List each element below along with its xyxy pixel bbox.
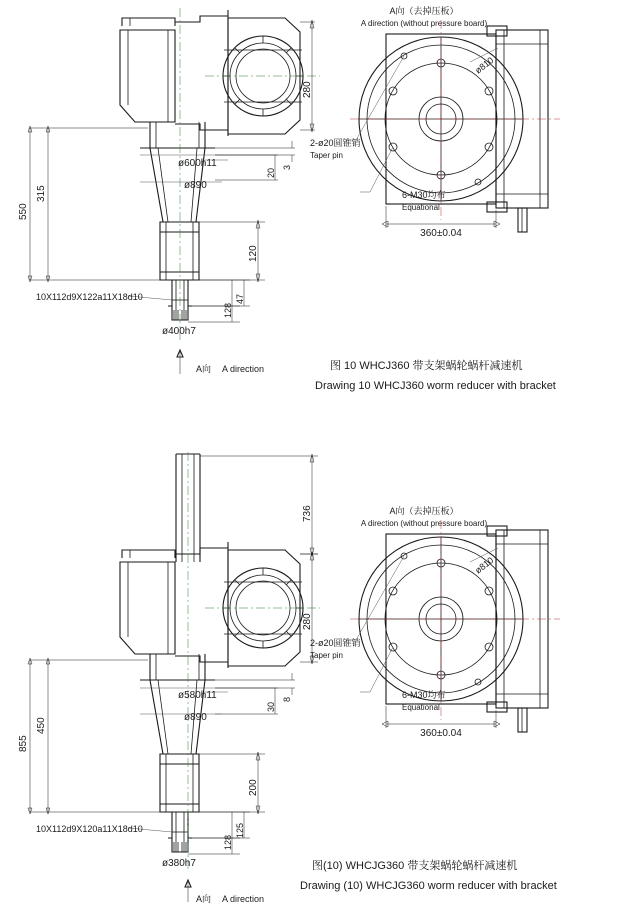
note-pin-cn: 2-ø20圆锥销	[310, 138, 361, 148]
view-label-en: A direction	[222, 364, 265, 374]
dim-left-overall: 550	[18, 203, 29, 220]
dimension-lines-left-2	[18, 658, 170, 814]
label-bore-upper: ø600h11	[178, 158, 217, 169]
note-bolt-cn-2: 6-M30均布	[402, 690, 446, 700]
figure-10b	[0, 452, 629, 904]
label-spline: 10X112d9X122a11X18d10	[36, 292, 143, 302]
dimension-lines-left	[18, 126, 170, 282]
a-view-title-en: A direction (without pressure board)	[360, 19, 488, 28]
front-view-labels-figure-10b	[36, 690, 264, 904]
note-pin-cn-2: 2-ø20圆锥销	[310, 638, 361, 648]
front-view-figure-10	[120, 8, 320, 374]
dim-center-distance: 360±0.04	[420, 228, 462, 239]
dim-top-right: 280	[302, 81, 313, 98]
note-pin-en: Taper pin	[310, 151, 343, 160]
a-direction-view-figure-10b	[310, 505, 560, 739]
a-view-title-cn-2: A向（去掉压板）	[389, 506, 459, 516]
a-view-title-en-2: A direction (without pressure board)	[360, 519, 488, 528]
label-shaft-dia: ø400h7	[162, 326, 196, 337]
label-hub-dia: ø810	[473, 55, 496, 76]
caption-en-figure-10b: Drawing (10) WHCJG360 worm reducer with bracket	[300, 880, 557, 892]
note-pin-en-2: Taper pin	[310, 651, 343, 660]
dim-left-overall-2: 855	[18, 735, 29, 752]
note-bolt-en-2: Equational	[402, 703, 440, 712]
note-bolt-cn: 6-M30均布	[402, 190, 446, 200]
dim-small-20: 20	[266, 167, 276, 178]
label-hub-dia-2: ø810	[473, 555, 496, 576]
dim-right-125: 125	[235, 822, 245, 838]
note-bolt-en: Equational	[402, 203, 440, 212]
label-shaft-dia-2: ø380h7	[162, 858, 196, 869]
caption-cn-figure-10b: 图(10) WHCJG360 带支架蜗轮蜗杆减速机	[312, 860, 518, 872]
a-direction-view-figure-10	[310, 5, 560, 239]
dim-top-right-2: 736	[302, 505, 313, 522]
a-view-title-cn: A向（去掉压板）	[389, 6, 459, 16]
label-spline-2: 10X112d9X120a11X18d10	[36, 824, 143, 834]
view-label-cn-2: A向	[196, 894, 212, 904]
dim-right-200: 200	[248, 779, 259, 796]
dim-left-inner: 315	[36, 185, 47, 202]
label-flange-dia-2: ø890	[184, 712, 207, 723]
dimension-lines-right	[188, 20, 315, 322]
dim-left-inner-2: 450	[36, 717, 47, 734]
front-view-figure-10b	[120, 452, 320, 902]
caption-en-figure-10: Drawing 10 WHCJ360 worm reducer with bracket	[315, 380, 556, 392]
caption-cn-figure-10: 图 10 WHCJ360 带支架蜗轮蜗杆减速机	[330, 360, 523, 372]
label-bore-upper-2: ø580h11	[178, 690, 217, 701]
dim-right-128: 128	[223, 302, 233, 318]
dim-center-distance-2: 360±0.04	[420, 728, 462, 739]
dim-small-3: 3	[282, 164, 292, 170]
view-label-en-2: A direction	[222, 894, 265, 904]
dim-mid-right-2: 280	[302, 613, 313, 630]
dim-right-128-2: 128	[223, 834, 233, 850]
dim-right-47: 47	[235, 293, 245, 304]
dim-small-8: 8	[282, 696, 292, 702]
front-view-labels-figure-10	[36, 158, 264, 374]
figure-10b-graphic	[0, 452, 629, 904]
dim-right-120: 120	[248, 245, 259, 262]
dim-small-30: 30	[266, 701, 276, 712]
label-flange-dia: ø890	[184, 180, 207, 191]
view-label-cn: A向	[196, 364, 212, 374]
